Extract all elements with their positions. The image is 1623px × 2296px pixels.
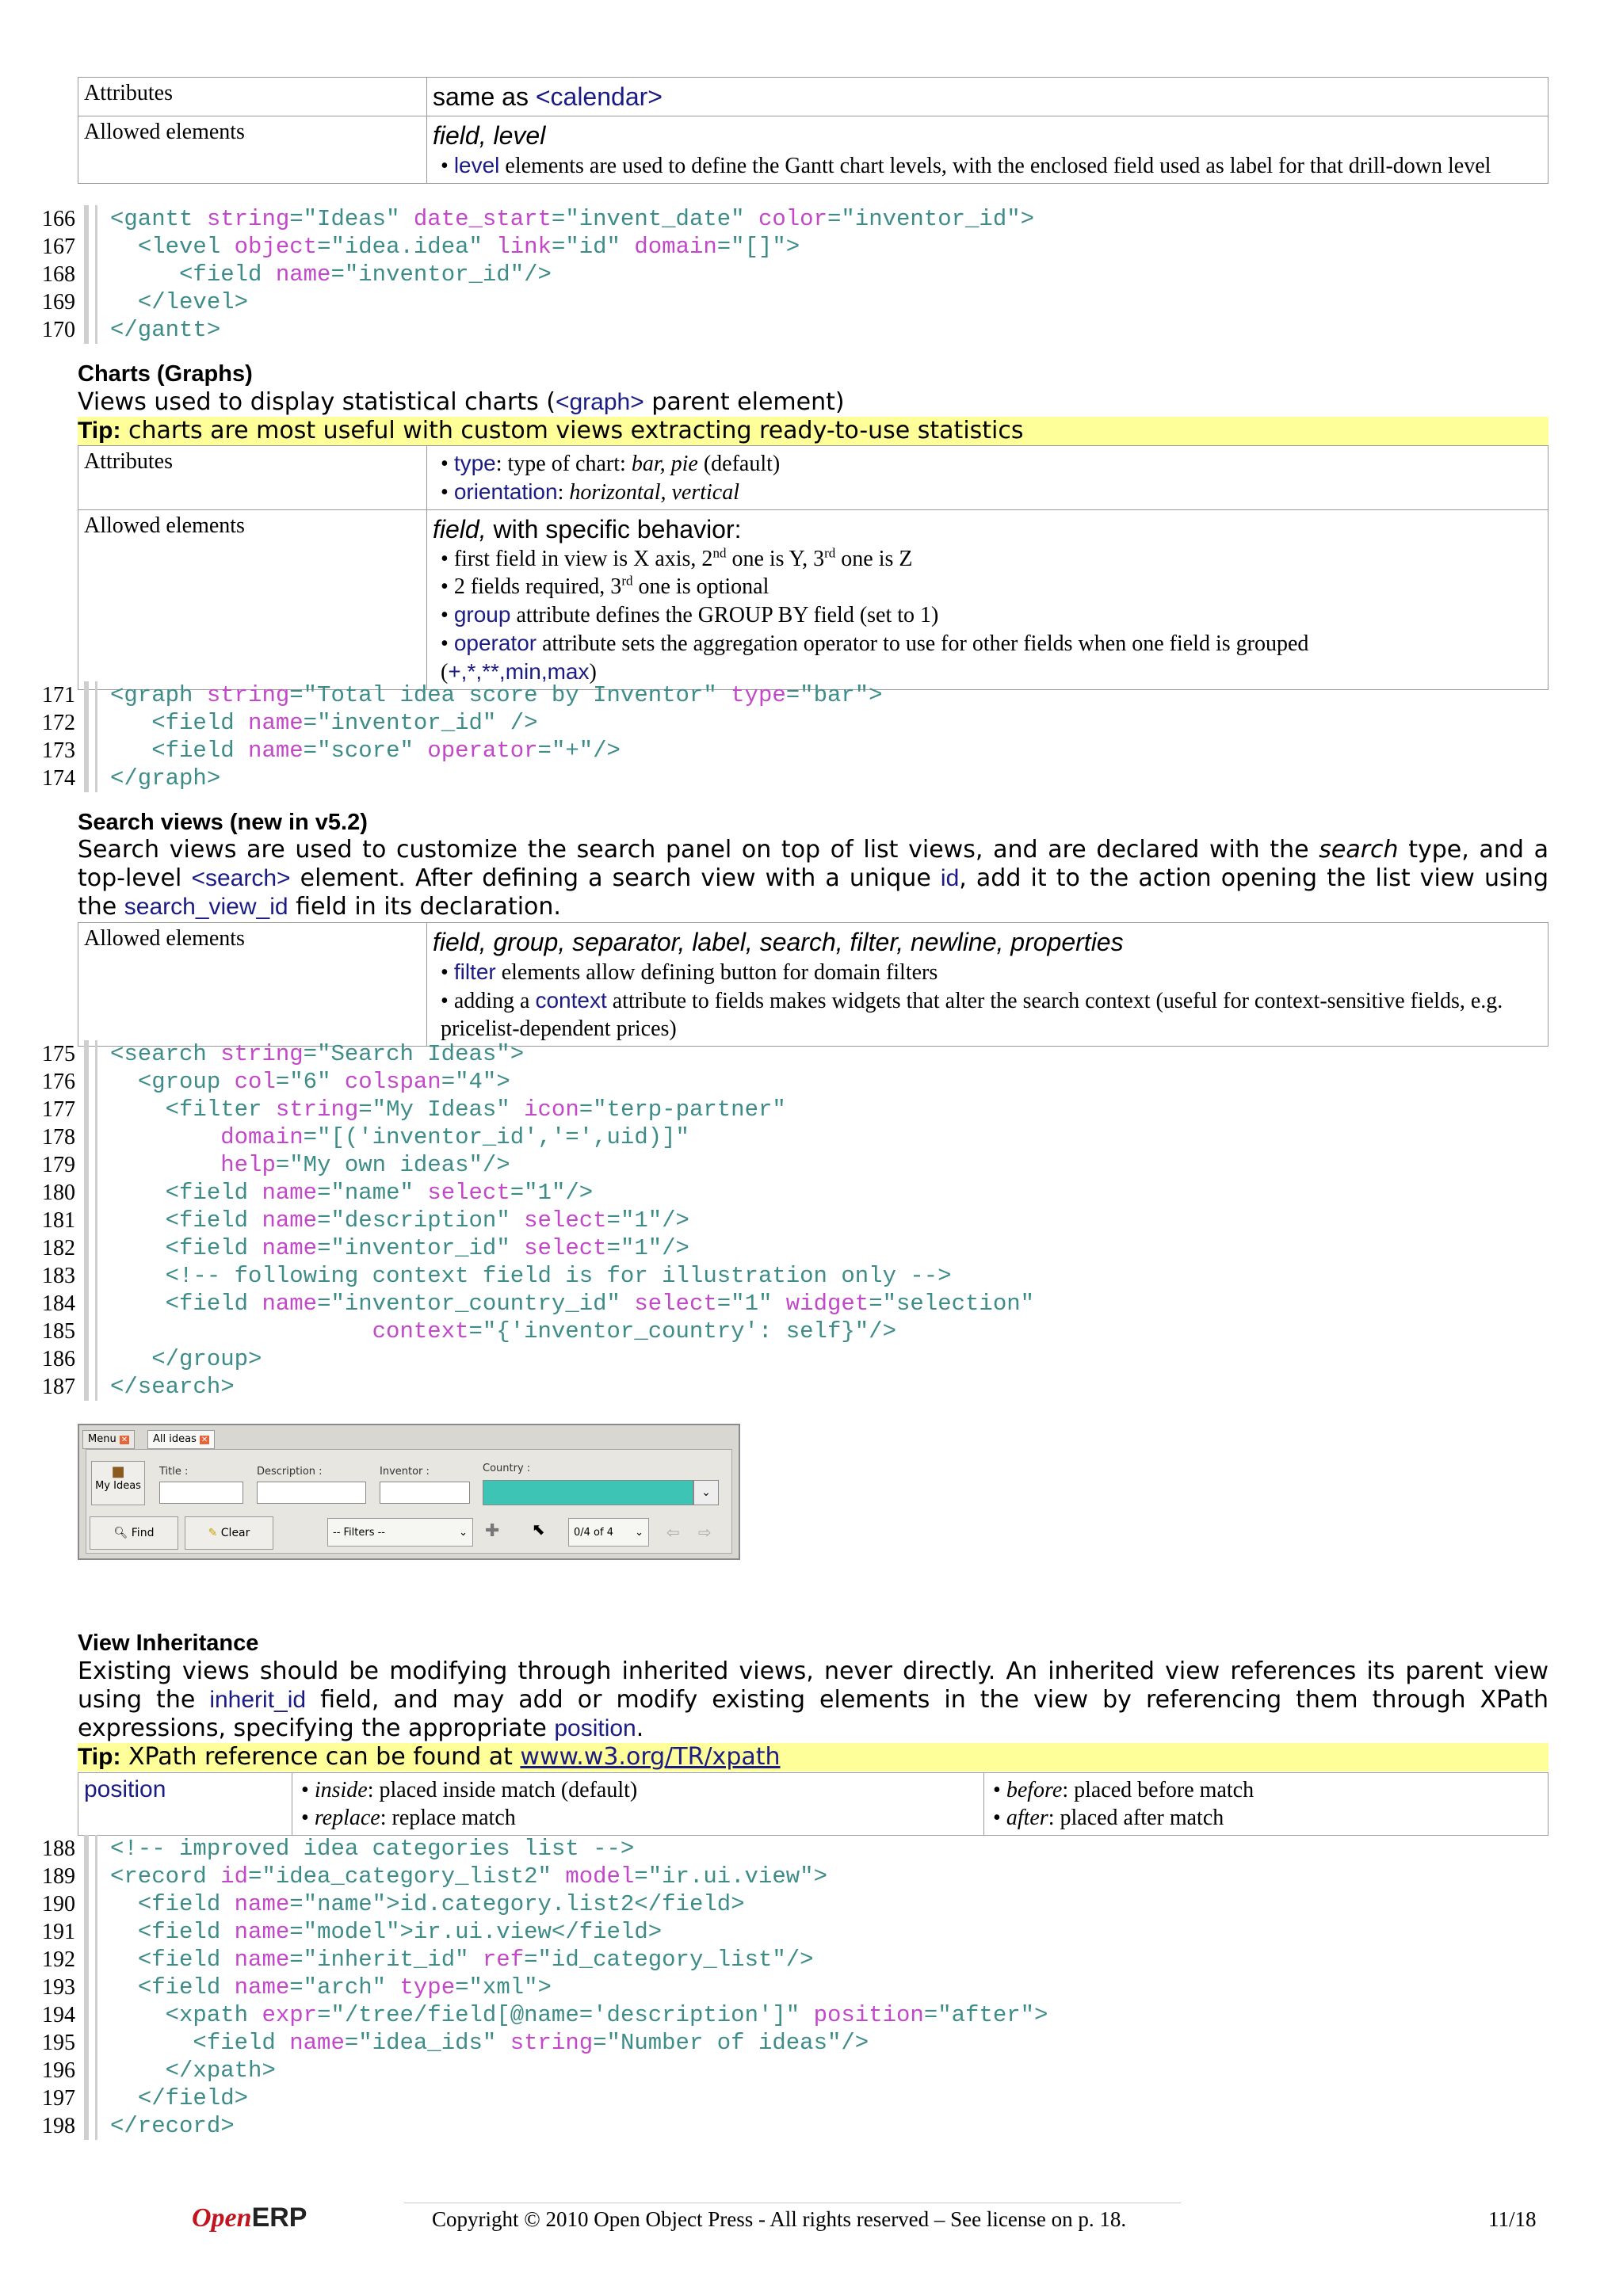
close-icon[interactable]: ✕	[120, 1436, 128, 1444]
code-text: <field name="inventor_country_id" select="1" widget="selection"	[165, 1291, 1035, 1317]
code-text: </record>	[110, 2113, 235, 2139]
search-panel	[86, 1449, 732, 1554]
code-line	[32, 1262, 1220, 1290]
find-button[interactable]: 🔍︎ Find	[90, 1516, 178, 1550]
code-text: <field name="inventor_id"/>	[179, 261, 552, 288]
bullet-item: • orientation: horizontal, vertical	[441, 479, 740, 505]
code-text: <field name="name" select="1"/>	[165, 1180, 594, 1206]
line-number: 181	[42, 1208, 75, 1233]
table-value: same as <calendar>	[427, 78, 1549, 116]
description-input[interactable]	[257, 1482, 366, 1504]
line-number: 174	[42, 766, 75, 791]
code-text: </graph>	[110, 765, 221, 791]
code-line	[32, 681, 1220, 709]
code-line	[32, 1040, 1220, 1068]
line-number: 170	[42, 318, 75, 342]
code-line	[32, 1318, 1220, 1345]
bullet-item: • after: placed after match	[993, 1806, 1224, 1830]
bullet-item: • 2 fields required, 3rd one is optional	[441, 573, 769, 599]
search-allowed-table	[78, 922, 1549, 1047]
page-number: 11/18	[1488, 2207, 1537, 2231]
line-number: 194	[42, 2003, 75, 2027]
code-line	[32, 1068, 1220, 1096]
previous-page-icon[interactable]: ⇦	[666, 1523, 680, 1542]
cursor-icon: ⬉	[532, 1520, 545, 1539]
code-line	[32, 1234, 1220, 1262]
line-number: 185	[42, 1319, 75, 1344]
code-block-search	[32, 1040, 1220, 1401]
bullet-item: • operator attribute sets the aggregation operator to use for other fields when one field is grouped (+,*,**,min,max)	[441, 631, 1309, 685]
line-number: 180	[42, 1180, 75, 1205]
copyright-text: Copyright © 2010 Open Object Press - All rights reserved – See license on p. 18.	[432, 2207, 1127, 2231]
section-title-inheritance: View Inheritance	[78, 1630, 259, 1656]
tip-xpath: Tip: XPath reference can be found at www.w3.org/TR/xpath	[78, 1743, 1549, 1772]
code-block-graph	[32, 681, 1220, 792]
section-title-charts: Charts (Graphs)	[78, 361, 253, 387]
code-text: <field name="name">id.category.list2</field>	[137, 1891, 745, 1917]
table-value: field, level • level elements are used to define the Gantt chart levels, with the enclosed field used as label for that drill-down level	[427, 116, 1549, 184]
code-line	[32, 1863, 1220, 1890]
code-block-gantt	[32, 205, 1220, 344]
code-text: context="{'inventor_country': self}"/>	[372, 1318, 896, 1344]
line-number: 189	[42, 1864, 75, 1889]
description-label: Description :	[257, 1466, 323, 1478]
position-table	[78, 1772, 1549, 1836]
code-line	[32, 1151, 1220, 1179]
title-input[interactable]	[159, 1482, 243, 1504]
code-line	[32, 765, 1220, 792]
table-value	[427, 446, 1549, 510]
code-text: <level object="idea.idea" link="id" domain="[]">	[137, 234, 800, 260]
code-text: </group>	[151, 1346, 262, 1372]
table-label: Allowed elements	[78, 923, 427, 1047]
code-line	[32, 2112, 1220, 2140]
code-text: <!-- following context field is for illustration only -->	[165, 1263, 952, 1289]
line-number: 187	[42, 1375, 75, 1399]
next-page-icon[interactable]: ⇨	[698, 1523, 712, 1542]
code-text: domain="[('inventor_id','=',uid)]"	[220, 1124, 689, 1150]
code-line	[32, 1096, 1220, 1123]
code-text: </search>	[110, 1374, 235, 1400]
code-block-inheritance	[32, 1835, 1220, 2140]
bullet-item: • inside: placed inside match (default)	[301, 1778, 638, 1802]
openerp-logo: OpenERP	[192, 2203, 307, 2233]
code-line	[32, 1123, 1220, 1151]
tab-menu[interactable]: Menu ✕	[82, 1430, 135, 1449]
gantt-attributes-table	[78, 77, 1549, 184]
code-text: </gantt>	[110, 317, 221, 343]
table-label: Allowed elements	[78, 510, 427, 690]
my-ideas-filter-button[interactable]: ■ My Ideas	[91, 1461, 145, 1505]
table-label: Attributes	[78, 78, 427, 116]
code-line	[32, 233, 1220, 261]
line-number: 192	[42, 1947, 75, 1972]
search-panel-screenshot	[78, 1424, 740, 1560]
chevron-down-icon: ⌄	[459, 1527, 468, 1539]
table-label: Allowed elements	[78, 116, 427, 184]
code-line	[32, 2057, 1220, 2084]
line-number: 166	[42, 207, 75, 231]
code-line	[32, 1207, 1220, 1234]
line-number: 167	[42, 235, 75, 259]
code-text: <field name="arch" type="xml">	[137, 1974, 552, 2000]
filters-select[interactable]: -- Filters -- ⌄	[327, 1518, 473, 1547]
code-line	[32, 2001, 1220, 2029]
code-line	[32, 1373, 1220, 1401]
line-number: 176	[42, 1070, 75, 1094]
code-text: <field name="inherit_id" ref="id_category_list"/>	[137, 1947, 814, 1973]
country-select[interactable]	[483, 1480, 693, 1505]
chevron-down-icon: ⌄	[635, 1527, 643, 1539]
line-number: 169	[42, 290, 75, 315]
code-line	[32, 1835, 1220, 1863]
code-text: <filter string="My Ideas" icon="terp-partner"	[165, 1097, 786, 1123]
pager-select[interactable]: 0/4 of 4 ⌄	[568, 1518, 649, 1547]
chevron-down-icon[interactable]: ⌄	[693, 1480, 719, 1505]
table-value	[984, 1773, 1549, 1836]
bullet-item: • group attribute defines the GROUP BY field (set to 1)	[441, 602, 939, 627]
code-text: <field name="model">ir.ui.view</field>	[137, 1919, 663, 1945]
bullet-item: • replace: replace match	[301, 1806, 516, 1830]
code-text: <group col="6" colspan="4">	[137, 1069, 510, 1095]
code-line	[32, 1974, 1220, 2001]
code-line	[32, 1179, 1220, 1207]
title-label: Title :	[159, 1466, 189, 1478]
code-text: <field name="inventor_id" select="1"/>	[165, 1235, 689, 1261]
code-line	[32, 288, 1220, 316]
code-line	[32, 2084, 1220, 2112]
line-number: 175	[42, 1042, 75, 1066]
table-value	[292, 1773, 984, 1836]
line-number: 179	[42, 1153, 75, 1177]
code-text: <field name="score" operator="+"/>	[151, 738, 621, 764]
code-text: <!-- improved idea categories list -->	[110, 1836, 635, 1862]
add-filter-icon[interactable]: ✚	[485, 1521, 500, 1541]
code-text: <xpath expr="/tree/field[@name='description']" position="after">	[165, 2002, 1048, 2028]
line-number: 173	[42, 738, 75, 763]
code-text: <graph string="Total idea score by Inventor" type="bar">	[110, 682, 883, 708]
partner-icon: ■	[111, 1463, 125, 1480]
table-label: Attributes	[78, 446, 427, 510]
bullet-item: • level elements are used to define the Gantt chart levels, with the enclosed field used as label for that drill-down level	[441, 153, 1491, 178]
section-title-search: Search views (new in v5.2)	[78, 810, 368, 835]
code-line	[32, 205, 1220, 233]
code-line	[32, 709, 1220, 737]
code-text: <field name="idea_ids" string="Number of ideas"/>	[193, 2030, 869, 2056]
code-text: <record id="idea_category_list2" model="ir.ui.view">	[110, 1863, 827, 1890]
line-number: 186	[42, 1347, 75, 1371]
inventor-input[interactable]	[380, 1482, 470, 1504]
line-number: 168	[42, 262, 75, 287]
tab-all-ideas[interactable]: All ideas ✕	[147, 1430, 215, 1449]
line-number: 193	[42, 1975, 75, 2000]
table-value: field, group, separator, label, search, filter, newline, properties • filter elements allow defining button for domain filters • adding a context attribute to fields makes widgets that alter the search context (useful for context-sensitive fields, e.g. pricelist-dependent prices)	[427, 923, 1549, 1047]
tip-charts: Tip: charts are most useful with custom views extracting ready-to-use statistics	[78, 417, 1549, 445]
bullet-item: • type: type of chart: bar, pie (default)	[441, 451, 781, 476]
code-line	[32, 737, 1220, 765]
bullet-item: • filter elements allow defining button for domain filters	[441, 959, 938, 985]
line-number: 183	[42, 1264, 75, 1288]
line-number: 197	[42, 2086, 75, 2111]
code-line	[32, 1345, 1220, 1373]
line-number: 172	[42, 711, 75, 735]
code-text: </field>	[137, 2085, 249, 2111]
bullet-item: • before: placed before match	[993, 1778, 1254, 1802]
table-label: position	[78, 1773, 292, 1836]
code-line	[32, 1918, 1220, 1946]
code-text: </level>	[137, 289, 249, 315]
table-value: field, with specific behavior: • first field in view is X axis, 2nd one is Y, 3rd one is Z • 2 fields required, 3rd one is optional • group attribute defines the GROUP BY field (set to 1) • operator attribute sets the aggregation operator to use for other fields when one field is grouped (+,*,**,min,max)	[427, 510, 1549, 690]
code-text: <search string="Search Ideas">	[110, 1041, 525, 1067]
line-number: 177	[42, 1097, 75, 1122]
bullet-item: • first field in view is X axis, 2nd one is Y, 3rd one is Z	[441, 545, 913, 571]
code-line	[32, 316, 1220, 344]
code-line	[32, 2029, 1220, 2057]
charts-attributes-table	[78, 445, 1549, 690]
line-number: 178	[42, 1125, 75, 1150]
broom-icon: ✎	[208, 1527, 218, 1539]
inventor-label: Inventor :	[380, 1466, 430, 1478]
code-text: </xpath>	[165, 2058, 276, 2084]
country-label: Country :	[483, 1463, 531, 1474]
line-number: 191	[42, 1920, 75, 1944]
charts-intro: Views used to display statistical charts (<graph> parent element)	[78, 388, 845, 416]
line-number: 196	[42, 2058, 75, 2083]
code-line	[32, 261, 1220, 288]
code-text: <gantt string="Ideas" date_start="invent_date" color="inventor_id">	[110, 206, 1035, 232]
code-text: <field name="inventor_id" />	[151, 710, 538, 736]
line-number: 195	[42, 2031, 75, 2055]
code-line	[32, 1946, 1220, 1974]
line-number: 184	[42, 1291, 75, 1316]
search-intro: Search views are used to customize the search panel on top of list views, and are declared with the search type, and a top-level <search> element. After defining a search view with a unique id, add it to the action opening the list view using the search_view_id field in its declaration.	[78, 836, 1549, 921]
inheritance-intro: Existing views should be modifying through inherited views, never directly. An inherited view references its parent view using the inherit_id field, and may add or modify existing elements in the view by referencing them through XPath expressions, specifying the appropriate position.	[78, 1657, 1549, 1742]
close-icon[interactable]: ✕	[200, 1436, 208, 1444]
line-number: 188	[42, 1836, 75, 1861]
code-text: help="My own ideas"/>	[220, 1152, 510, 1178]
bullet-item: • adding a context attribute to fields makes widgets that alter the search context (useful for context-sensitive fields, e.g. pricelist-dependent prices)	[441, 988, 1503, 1041]
xpath-link[interactable]: www.w3.org/TR/xpath	[520, 1743, 781, 1771]
line-number: 171	[42, 683, 75, 707]
code-line	[32, 1290, 1220, 1318]
line-number: 182	[42, 1236, 75, 1261]
line-number: 190	[42, 1892, 75, 1917]
line-number: 198	[42, 2114, 75, 2138]
code-text: <field name="description" select="1"/>	[165, 1207, 689, 1234]
code-line	[32, 1890, 1220, 1918]
search-icon: 🔍︎	[113, 1527, 128, 1539]
clear-button[interactable]: ✎ Clear	[185, 1516, 273, 1550]
